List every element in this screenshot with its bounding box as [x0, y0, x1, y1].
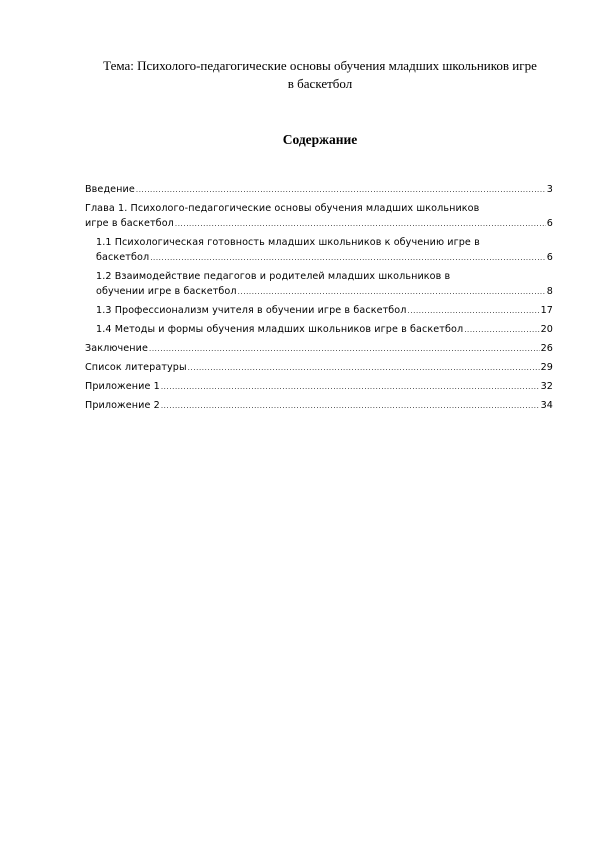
document-topic — [80, 57, 560, 93]
toc-entry-title-line: 1.2 Взаимодействие педагогов и родителей младших школьников в — [96, 271, 451, 282]
toc-entry[interactable] — [85, 398, 553, 414]
toc-page-number: 26 — [540, 343, 553, 354]
toc-page-number: 17 — [540, 305, 553, 316]
toc-entry-title: обучении игре в баскетбол — [96, 286, 237, 297]
topic-line-2: в баскетбол — [287, 76, 353, 91]
toc-entry-line — [85, 216, 553, 232]
toc-page-number: 32 — [540, 381, 553, 392]
toc-dot-leader — [136, 182, 546, 198]
toc-entry[interactable] — [85, 269, 553, 300]
toc-entry[interactable] — [85, 235, 553, 266]
toc-entry[interactable] — [85, 360, 553, 376]
toc-dot-leader — [188, 360, 540, 376]
toc-page-number: 6 — [546, 218, 553, 229]
toc-page-number: 8 — [546, 286, 553, 297]
toc-entry[interactable] — [85, 341, 553, 357]
toc-entry-line — [85, 182, 553, 198]
toc-entry-title-line: Глава 1. Психолого-педагогические основы обучения младших школьников — [85, 203, 480, 214]
toc-heading: Содержание — [282, 132, 358, 147]
toc-entry[interactable] — [85, 322, 553, 338]
toc-dot-leader — [161, 398, 540, 414]
table-of-contents — [85, 182, 553, 417]
toc-entry-title: Введение — [85, 184, 135, 195]
toc-entry-title: 1.3 Профессионализм учителя в обучении игре в баскетбол — [96, 305, 407, 316]
toc-entry-line — [96, 250, 553, 266]
toc-dot-leader — [464, 322, 539, 338]
toc-entry-title: Заключение — [85, 343, 149, 354]
toc-page-number: 20 — [540, 324, 553, 335]
toc-entry[interactable] — [85, 379, 553, 395]
toc-entry-title: баскетбол — [96, 252, 150, 263]
toc-entry-title: игре в баскетбол — [85, 218, 174, 229]
toc-entry-title: Приложение 1 — [85, 381, 160, 392]
topic-line-1: Тема: Психолого-педагогические основы обучения младших школьников игре — [103, 58, 537, 73]
toc-entry-line — [85, 379, 553, 395]
toc-entry-title: Приложение 2 — [85, 400, 160, 411]
toc-page-number: 29 — [540, 362, 553, 373]
toc-entry-line — [85, 341, 553, 357]
toc-page-number: 6 — [546, 252, 553, 263]
toc-entry-title: Список литературы — [85, 362, 187, 373]
toc-dot-leader — [150, 250, 546, 266]
toc-page-number: 3 — [546, 184, 553, 195]
toc-entry-title-line: 1.1 Психологическая готовность младших школьников к обучению игре в — [96, 237, 480, 248]
toc-entry[interactable] — [85, 182, 553, 198]
toc-dot-leader — [408, 303, 540, 319]
toc-dot-leader — [175, 216, 546, 232]
toc-entry-title: 1.4 Методы и формы обучения младших школьников игре в баскетбол — [96, 324, 464, 335]
toc-dot-leader — [238, 284, 546, 300]
toc-entry[interactable] — [85, 303, 553, 319]
toc-entry-line — [85, 360, 553, 376]
toc-entry-line — [96, 303, 553, 319]
toc-page-number: 34 — [540, 400, 553, 411]
toc-dot-leader — [161, 379, 540, 395]
toc-entry[interactable] — [85, 201, 553, 232]
toc-dot-leader — [149, 341, 540, 357]
toc-entry-line — [96, 284, 553, 300]
toc-entry-line — [96, 322, 553, 338]
toc-entry-line — [85, 398, 553, 414]
